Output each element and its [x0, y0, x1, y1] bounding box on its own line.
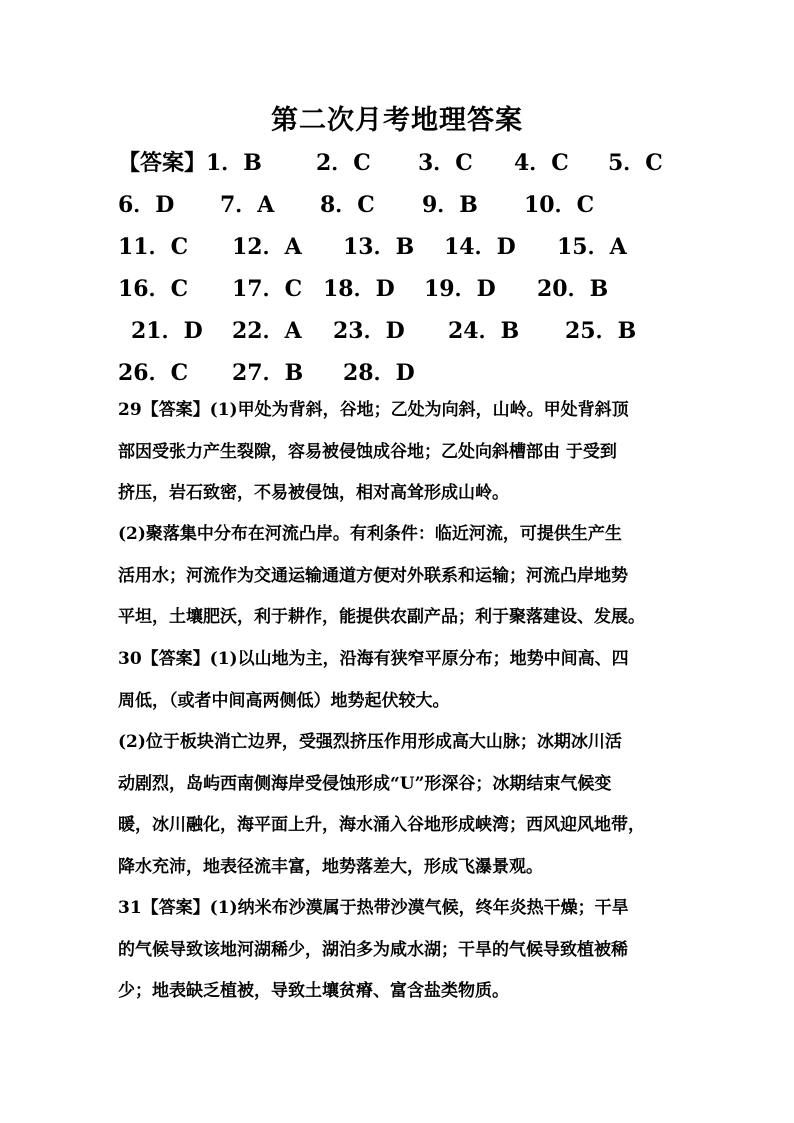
text-line: 暖，冰川融化，海平面上升，海水涌入谷地形成峡湾；西风迎风地带， [118, 815, 645, 835]
question-31-part-1 [118, 888, 688, 1013]
page-title: 第二次月考地理答案 [271, 105, 523, 136]
text-line: 29【答案】(1)甲处为背斜，谷地；乙处为向斜，山岭。甲处背斜顶 [118, 400, 629, 420]
answer-item: 26．C [118, 360, 189, 386]
text-line: 降水充沛，地表径流丰富，地势落差大，形成飞瀑景观。 [118, 856, 543, 877]
text-line: 挤压，岩石致密，不易被侵蚀，相对高耸形成山岭。 [118, 483, 509, 503]
answer-item: 【答案】1．B [118, 150, 262, 176]
question-29-part-2 [118, 514, 688, 639]
answer-item: 6．D [118, 192, 175, 218]
answer-item: 19．D [424, 276, 496, 302]
answer-item: 10．C [524, 192, 595, 218]
answer-item: 4．C [514, 150, 569, 176]
answer-item: 15．A [557, 234, 627, 260]
text-line: 30【答案】(1)以山地为主，沿海有狭窄平原分布；地势中间高、四 [118, 649, 629, 669]
question-30-part-1 [118, 639, 688, 722]
answer-item: 2．C [316, 150, 371, 176]
answer-item: 17．C [232, 276, 303, 302]
answer-item: 12．A [232, 234, 302, 260]
question-29-part-1 [118, 390, 688, 515]
answer-item: 5．C [608, 150, 663, 176]
answer-item: 13．B [343, 234, 415, 260]
answer-item: 18．D [323, 276, 395, 302]
text-line: 的气候导致该地河湖稀少，湖泊多为咸水湖；干旱的气候导致植被稀 [118, 939, 628, 960]
text-line: 少；地表缺乏植被，导致土壤贫瘠、富含盐类物质。 [118, 981, 509, 1001]
answer-item: 27．B [232, 360, 304, 386]
answer-item: 20．B [537, 276, 609, 302]
answer-item: 8．C [320, 192, 375, 218]
text-line: 动剧烈，岛屿西南侧海岸受侵蚀形成“U”形深谷；冰期结束气候变 [118, 773, 612, 794]
answer-item: 24．B [448, 318, 520, 344]
text-line: 周低，（或者中间高两侧低）地势起伏较大。 [118, 690, 450, 711]
answer-item: 14．D [444, 234, 516, 260]
text-line: 31【答案】(1)纳米布沙漠属于热带沙漠气候，终年炎热干燥；干旱 [118, 898, 629, 918]
text-line: 活用水；河流作为交通运输通道方便对外联系和运输；河流凸岸地势 [118, 565, 628, 586]
answer-item: 21．D [131, 318, 203, 344]
answer-item: 22．A [232, 318, 302, 344]
question-30-part-2 [118, 722, 688, 888]
text-line: 平坦，土壤肥沃，利于耕作，能提供农副产品；利于聚落建设、发展。 [118, 607, 645, 627]
answer-item: 11．C [118, 234, 189, 260]
answer-item: 25．B [565, 318, 637, 344]
text-line: (2)位于板块消亡边界，受强烈挤压作用形成高大山脉；冰期冰川活 [118, 732, 622, 752]
answer-item: 16．C [118, 276, 189, 302]
answer-item: 7．A [220, 192, 275, 218]
answer-item: 3．C [418, 150, 473, 176]
answer-item: 28．D [343, 360, 415, 386]
answer-item: 9．B [422, 192, 478, 218]
answer-item: 23．D [333, 318, 405, 344]
text-line: (2)聚落集中分布在河流凸岸。有利条件：临近河流，可提供生产生 [118, 524, 622, 544]
text-line: 部因受张力产生裂隙，容易被侵蚀成谷地；乙处向斜槽部由 于受到 [118, 441, 617, 462]
